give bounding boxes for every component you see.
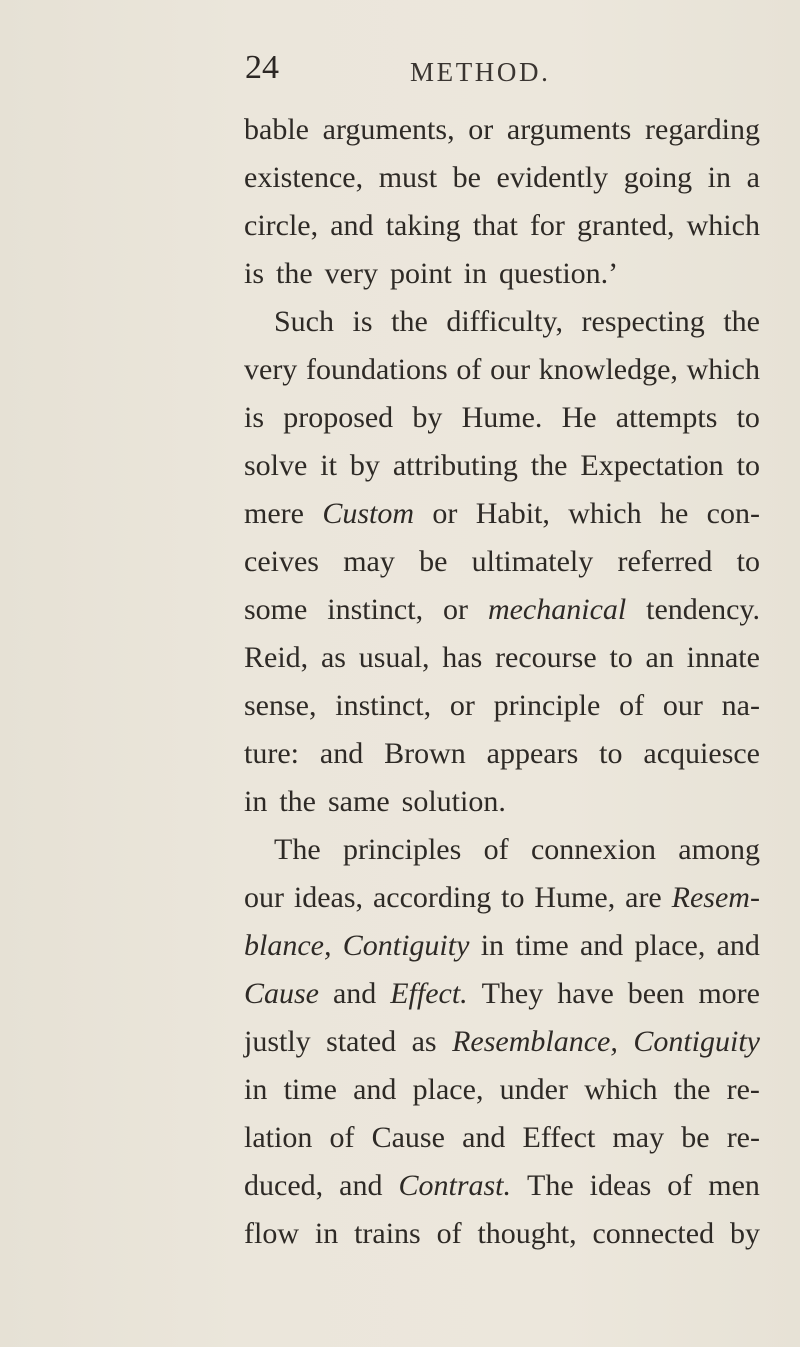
word: our: [662, 689, 703, 722]
word: arguments: [506, 113, 632, 146]
paragraph-start-line: [244, 298, 760, 346]
word: The: [274, 833, 321, 866]
word: for: [529, 209, 565, 242]
word: attempts: [615, 401, 718, 434]
word: may: [343, 545, 395, 578]
word: recourse: [495, 641, 597, 674]
word: same: [328, 785, 390, 818]
word: Contiguity: [342, 929, 470, 962]
text-line: [244, 586, 760, 634]
word: or: [449, 689, 475, 722]
word: place,: [634, 929, 706, 962]
text-line: [244, 730, 760, 778]
word: principle: [493, 689, 601, 722]
word: have: [557, 977, 614, 1010]
word: to: [501, 881, 525, 914]
word: the: [530, 449, 568, 482]
word: existence,: [244, 161, 364, 194]
word: The: [527, 1169, 574, 1202]
word: in: [244, 1073, 268, 1106]
word: taking: [385, 209, 461, 242]
running-title: METHOD.: [410, 57, 551, 87]
word: to: [736, 545, 760, 578]
text-line: [244, 1210, 760, 1258]
word: and: [716, 929, 760, 962]
word: men: [708, 1169, 760, 1202]
word: the: [673, 1073, 711, 1106]
word: foundations: [306, 353, 448, 386]
word: question.’: [499, 257, 619, 290]
word: going: [623, 161, 693, 194]
text-line: [244, 154, 760, 202]
text-line: [244, 490, 760, 538]
word: ideas: [589, 1169, 652, 1202]
word: Expectation: [580, 449, 724, 482]
word: Reid,: [244, 641, 309, 674]
word: usual,: [358, 641, 430, 674]
text-line: [244, 250, 760, 298]
page-header: [0, 46, 800, 96]
text-line: [244, 394, 760, 442]
word: lation: [244, 1121, 313, 1154]
word: Brown: [384, 737, 466, 770]
word: of: [483, 833, 509, 866]
word: ture:: [244, 737, 299, 770]
word: attributing: [392, 449, 518, 482]
word: of: [436, 1217, 462, 1250]
word: re-: [726, 1073, 760, 1106]
word: in: [244, 785, 268, 818]
word: solve: [244, 449, 308, 482]
word: of: [619, 689, 645, 722]
word: among: [678, 833, 760, 866]
word: as: [411, 1025, 437, 1058]
word: He: [561, 401, 597, 434]
word: Resem-: [671, 881, 760, 914]
word: very: [244, 353, 298, 386]
word: which: [686, 209, 760, 242]
word: must: [378, 161, 438, 194]
word: some: [244, 593, 308, 626]
word: by: [349, 449, 380, 482]
word: to: [599, 737, 623, 770]
word: principles: [342, 833, 462, 866]
word: that: [472, 209, 518, 242]
word: instinct,: [335, 689, 432, 722]
word: stated: [326, 1025, 397, 1058]
word: it: [320, 449, 337, 482]
word: mechanical: [487, 593, 627, 626]
word: is: [352, 305, 373, 338]
word: to: [736, 401, 760, 434]
word: They: [481, 977, 544, 1010]
word: Effect.: [390, 977, 468, 1010]
word: the: [279, 785, 316, 818]
word: which: [686, 353, 760, 386]
word: point: [389, 257, 452, 290]
word: referred: [617, 545, 713, 578]
word: regarding: [645, 113, 760, 146]
word: and: [353, 1073, 397, 1106]
word: solution.: [401, 785, 506, 818]
word: circle,: [244, 209, 319, 242]
word: under: [499, 1073, 568, 1106]
word: place,: [412, 1073, 484, 1106]
word: more: [698, 977, 760, 1010]
word: Contrast.: [398, 1169, 511, 1202]
word: Cause: [371, 1121, 445, 1154]
word: Habit,: [475, 497, 550, 530]
text-line: [244, 202, 760, 250]
word: and: [579, 929, 624, 962]
word: arguments,: [322, 113, 455, 146]
word: duced,: [244, 1169, 324, 1202]
word: tendency.: [646, 593, 760, 626]
text-line: [244, 874, 760, 922]
word: and: [339, 1169, 383, 1202]
word: very: [324, 257, 378, 290]
text-line: [244, 1066, 760, 1114]
word: in: [707, 161, 732, 194]
word: is: [244, 257, 265, 290]
word: the: [391, 305, 428, 338]
word: is: [244, 401, 265, 434]
word: appears: [486, 737, 579, 770]
text-line: [244, 682, 760, 730]
word: and: [332, 977, 377, 1010]
word: the: [723, 305, 760, 338]
word: difficulty,: [446, 305, 563, 338]
word: instinct,: [327, 593, 424, 626]
word: he: [659, 497, 689, 530]
page-number: 24: [245, 49, 279, 86]
text-line: [244, 1018, 760, 1066]
word: our: [244, 881, 284, 914]
word: respecting: [581, 305, 705, 338]
word: and: [462, 1121, 506, 1154]
text-line: [244, 1162, 760, 1210]
word: connexion: [530, 833, 656, 866]
word: are: [625, 881, 662, 914]
text-line: [244, 778, 760, 826]
word: which: [568, 497, 642, 530]
text-line: [244, 970, 760, 1018]
word: an: [645, 641, 674, 674]
body-text: [244, 106, 760, 1258]
word: con-: [706, 497, 760, 530]
word: Contiguity: [633, 1025, 760, 1058]
word: of: [456, 353, 482, 386]
word: ideas,: [293, 881, 364, 914]
word: in: [480, 929, 505, 962]
word: or: [443, 593, 469, 626]
word: to: [736, 449, 760, 482]
text-line: [244, 538, 760, 586]
word: the: [276, 257, 313, 290]
word: to: [609, 641, 633, 674]
word: na-: [721, 689, 760, 722]
word: of: [667, 1169, 693, 1202]
word: according: [372, 881, 492, 914]
word: as: [320, 641, 346, 674]
word: been: [627, 977, 685, 1010]
word: time: [283, 1073, 337, 1106]
paragraph-start-line: [244, 826, 760, 874]
word: Cause: [244, 977, 319, 1010]
word: in: [463, 257, 487, 290]
word: be: [419, 545, 448, 578]
word: and: [330, 209, 374, 242]
word: re-: [726, 1121, 760, 1154]
word: proposed: [283, 401, 394, 434]
word: a: [746, 161, 760, 194]
word: Custom: [322, 497, 415, 530]
word: flow: [244, 1217, 299, 1250]
text-line: [244, 442, 760, 490]
word: and: [319, 737, 364, 770]
word: Effect: [522, 1121, 596, 1154]
word: which: [584, 1073, 658, 1106]
word: Resemblance,: [452, 1025, 618, 1058]
word: in: [314, 1217, 339, 1250]
word: be: [452, 161, 481, 194]
text-line: [244, 634, 760, 682]
word: ultimately: [471, 545, 594, 578]
text-line: [244, 106, 760, 154]
word: mere: [244, 497, 304, 530]
word: by: [412, 401, 443, 434]
word: by: [729, 1217, 760, 1250]
word: blance,: [244, 929, 332, 962]
word: Such: [274, 305, 334, 338]
word: bable: [244, 113, 309, 146]
word: justly: [244, 1025, 311, 1058]
text-line: [244, 922, 760, 970]
word: of: [329, 1121, 355, 1154]
text-line: [244, 1114, 760, 1162]
word: thought,: [477, 1217, 577, 1250]
word: trains: [354, 1217, 421, 1250]
word: sense,: [244, 689, 317, 722]
word: knowledge,: [538, 353, 678, 386]
word: ceives: [244, 545, 319, 578]
word: may: [612, 1121, 665, 1154]
word: Hume.: [461, 401, 543, 434]
word: connected: [592, 1217, 715, 1250]
word: innate: [686, 641, 760, 674]
word: granted,: [577, 209, 675, 242]
word: be: [681, 1121, 710, 1154]
word: has: [442, 641, 483, 674]
word: evidently: [496, 161, 609, 194]
word: acquiesce: [643, 737, 760, 770]
word: time: [515, 929, 569, 962]
text-line: [244, 346, 760, 394]
word: or: [432, 497, 458, 530]
word: or: [468, 113, 494, 146]
word: Hume,: [534, 881, 616, 914]
word: our: [490, 353, 531, 386]
